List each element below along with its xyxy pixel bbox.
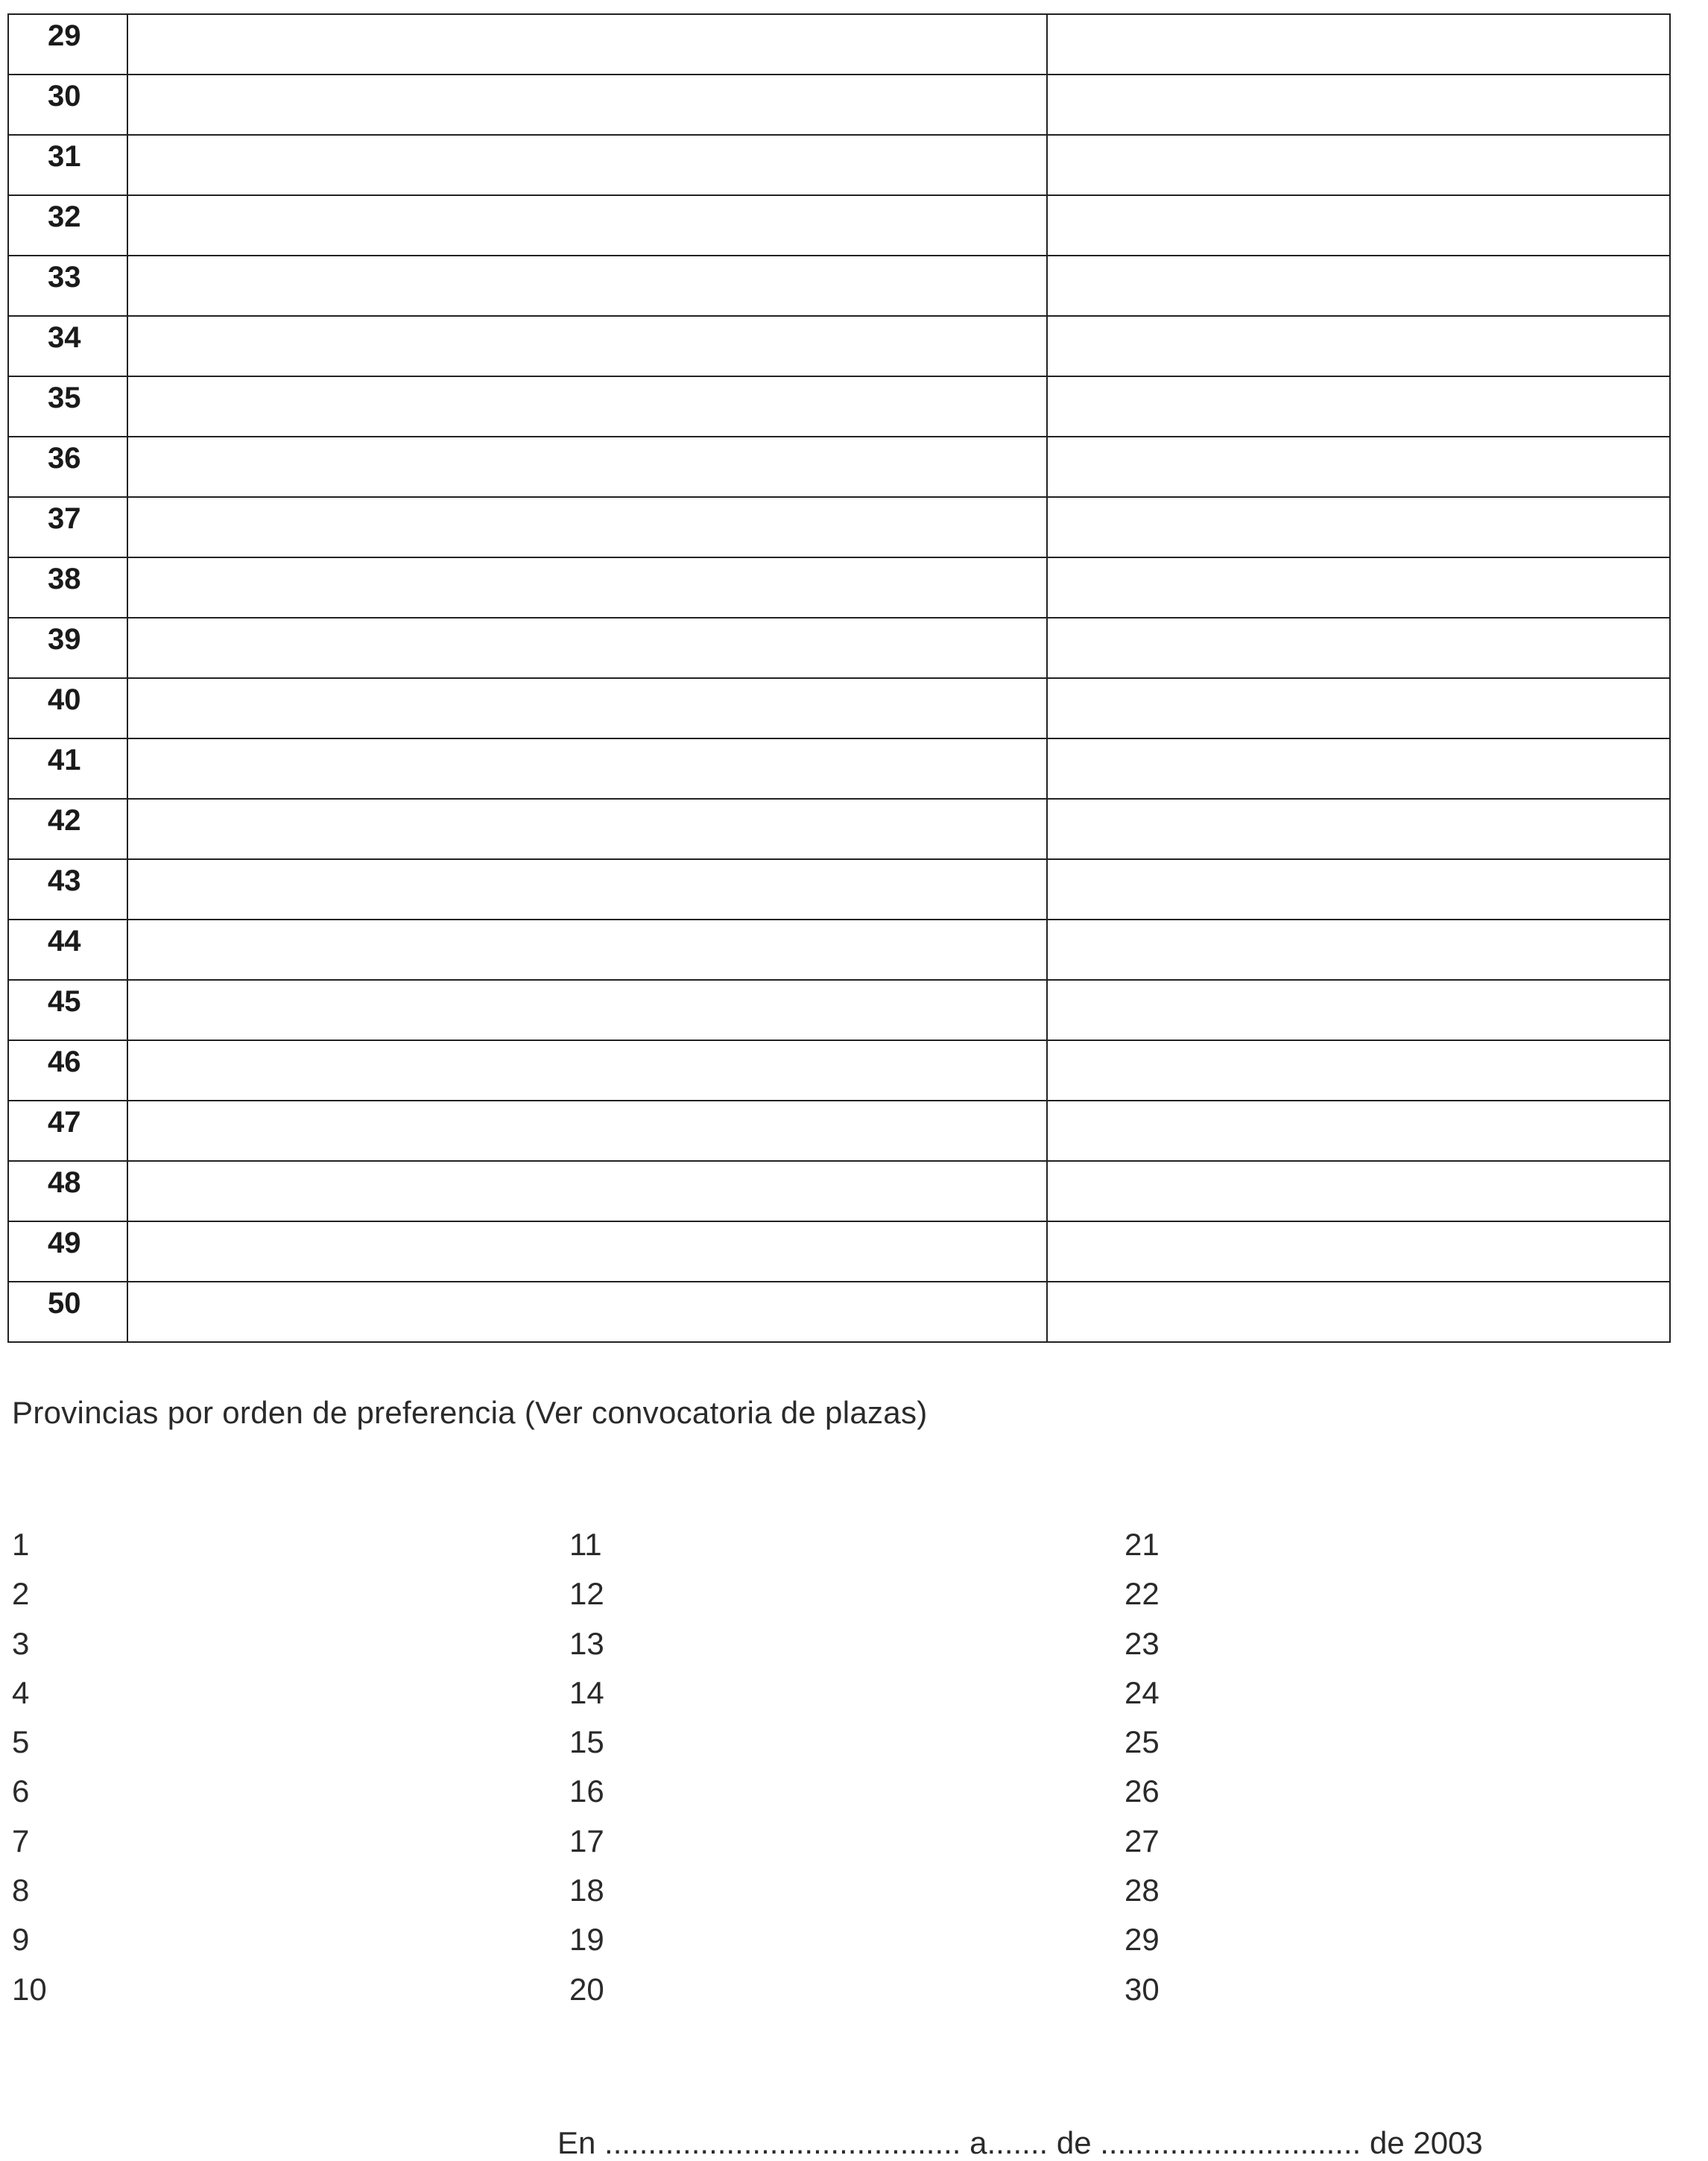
table-row xyxy=(8,437,1670,497)
entry-cell[interactable] xyxy=(127,14,1047,75)
row-number: 34 xyxy=(8,316,127,376)
row-number: 37 xyxy=(8,497,127,557)
table-row xyxy=(8,1040,1670,1101)
table-row xyxy=(8,738,1670,799)
table-row xyxy=(8,1221,1670,1282)
table-row xyxy=(8,256,1670,316)
table-row xyxy=(8,920,1670,980)
province-slot: 26 xyxy=(1125,1774,1160,1809)
province-slot: 30 xyxy=(1125,1971,1160,2007)
provinces-column-2 xyxy=(569,1520,604,2014)
entry-cell[interactable] xyxy=(127,980,1047,1040)
row-number: 30 xyxy=(8,75,127,135)
entry-cell[interactable] xyxy=(127,376,1047,437)
table-row xyxy=(8,618,1670,678)
row-number: 36 xyxy=(8,437,127,497)
entry-cell[interactable] xyxy=(127,195,1047,256)
entry-cell-secondary[interactable] xyxy=(1047,376,1670,437)
entry-cell[interactable] xyxy=(127,738,1047,799)
row-number: 47 xyxy=(8,1101,127,1161)
row-number: 33 xyxy=(8,256,127,316)
province-slot: 20 xyxy=(569,1971,604,2007)
entry-cell-secondary[interactable] xyxy=(1047,497,1670,557)
entry-cell-secondary[interactable] xyxy=(1047,135,1670,195)
entry-cell-secondary[interactable] xyxy=(1047,618,1670,678)
row-number: 31 xyxy=(8,135,127,195)
preference-table xyxy=(7,13,1671,1343)
entry-cell[interactable] xyxy=(127,1221,1047,1282)
entry-cell[interactable] xyxy=(127,75,1047,135)
province-slot: 16 xyxy=(569,1774,604,1809)
entry-cell[interactable] xyxy=(127,920,1047,980)
place-date-line: En ......................................... a....... de .............................. de 2003 xyxy=(557,2125,1483,2160)
entry-cell[interactable] xyxy=(127,618,1047,678)
table-row xyxy=(8,195,1670,256)
entry-cell[interactable] xyxy=(127,678,1047,738)
table-row xyxy=(8,1101,1670,1161)
preference-table-body xyxy=(8,14,1670,1342)
entry-cell[interactable] xyxy=(127,1040,1047,1101)
table-row xyxy=(8,316,1670,376)
table-row xyxy=(8,678,1670,738)
province-slot: 13 xyxy=(569,1625,604,1661)
province-slot: 10 xyxy=(12,1971,47,2007)
row-number: 32 xyxy=(8,195,127,256)
entry-cell-secondary[interactable] xyxy=(1047,859,1670,920)
row-number: 45 xyxy=(8,980,127,1040)
entry-cell[interactable] xyxy=(127,135,1047,195)
table-row xyxy=(8,75,1670,135)
entry-cell-secondary[interactable] xyxy=(1047,1282,1670,1342)
entry-cell-secondary[interactable] xyxy=(1047,920,1670,980)
table-row xyxy=(8,14,1670,75)
entry-cell-secondary[interactable] xyxy=(1047,75,1670,135)
entry-cell-secondary[interactable] xyxy=(1047,437,1670,497)
row-number: 35 xyxy=(8,376,127,437)
table-row xyxy=(8,859,1670,920)
provinces-column-3 xyxy=(1125,1520,1160,2014)
province-slot: 5 xyxy=(12,1724,30,1760)
province-slot: 18 xyxy=(569,1873,604,1908)
row-number: 39 xyxy=(8,618,127,678)
row-number: 42 xyxy=(8,799,127,859)
province-slot: 1 xyxy=(12,1527,30,1562)
province-slot: 17 xyxy=(569,1823,604,1858)
table-row xyxy=(8,376,1670,437)
provinces-title: Provincias por orden de preferencia (Ver convocatoria de plazas) xyxy=(12,1395,928,1430)
row-number: 38 xyxy=(8,557,127,618)
entry-cell[interactable] xyxy=(127,1161,1047,1221)
row-number: 48 xyxy=(8,1161,127,1221)
entry-cell-secondary[interactable] xyxy=(1047,678,1670,738)
entry-cell[interactable] xyxy=(127,497,1047,557)
entry-cell-secondary[interactable] xyxy=(1047,316,1670,376)
row-number: 29 xyxy=(8,14,127,75)
entry-cell[interactable] xyxy=(127,799,1047,859)
entry-cell[interactable] xyxy=(127,437,1047,497)
table-row xyxy=(8,980,1670,1040)
table-row xyxy=(8,1282,1670,1342)
entry-cell-secondary[interactable] xyxy=(1047,256,1670,316)
province-slot: 14 xyxy=(569,1674,604,1710)
province-slot: 4 xyxy=(12,1674,30,1710)
entry-cell[interactable] xyxy=(127,1101,1047,1161)
entry-cell-secondary[interactable] xyxy=(1047,1161,1670,1221)
province-slot: 29 xyxy=(1125,1922,1160,1958)
provinces-column-1 xyxy=(12,1520,47,2014)
table-row xyxy=(8,135,1670,195)
row-number: 46 xyxy=(8,1040,127,1101)
entry-cell[interactable] xyxy=(127,256,1047,316)
entry-cell-secondary[interactable] xyxy=(1047,799,1670,859)
province-slot: 28 xyxy=(1125,1873,1160,1908)
province-slot: 27 xyxy=(1125,1823,1160,1858)
entry-cell-secondary[interactable] xyxy=(1047,1221,1670,1282)
table-row xyxy=(8,497,1670,557)
province-slot: 24 xyxy=(1125,1674,1160,1710)
entry-cell-secondary[interactable] xyxy=(1047,738,1670,799)
province-slot: 2 xyxy=(12,1576,30,1612)
row-number: 50 xyxy=(8,1282,127,1342)
entry-cell-secondary[interactable] xyxy=(1047,1040,1670,1101)
table-row xyxy=(8,1161,1670,1221)
table-row xyxy=(8,799,1670,859)
province-slot: 19 xyxy=(569,1922,604,1958)
row-number: 43 xyxy=(8,859,127,920)
entry-cell[interactable] xyxy=(127,316,1047,376)
row-number: 41 xyxy=(8,738,127,799)
entry-cell-secondary[interactable] xyxy=(1047,14,1670,75)
entry-cell[interactable] xyxy=(127,859,1047,920)
table-row xyxy=(8,557,1670,618)
entry-cell-secondary[interactable] xyxy=(1047,557,1670,618)
province-slot: 8 xyxy=(12,1873,30,1908)
province-slot: 9 xyxy=(12,1922,30,1958)
entry-cell-secondary[interactable] xyxy=(1047,195,1670,256)
entry-cell[interactable] xyxy=(127,557,1047,618)
entry-cell[interactable] xyxy=(127,1282,1047,1342)
province-slot: 3 xyxy=(12,1625,30,1661)
row-number: 44 xyxy=(8,920,127,980)
entry-cell-secondary[interactable] xyxy=(1047,980,1670,1040)
entry-cell-secondary[interactable] xyxy=(1047,1101,1670,1161)
row-number: 40 xyxy=(8,678,127,738)
province-slot: 12 xyxy=(569,1576,604,1612)
province-slot: 7 xyxy=(12,1823,30,1858)
row-number: 49 xyxy=(8,1221,127,1282)
province-slot: 25 xyxy=(1125,1724,1160,1760)
province-slot: 11 xyxy=(569,1527,602,1562)
province-slot: 6 xyxy=(12,1774,30,1809)
province-slot: 22 xyxy=(1125,1576,1160,1612)
province-slot: 23 xyxy=(1125,1625,1160,1661)
province-slot: 21 xyxy=(1125,1527,1160,1562)
province-slot: 15 xyxy=(569,1724,604,1760)
